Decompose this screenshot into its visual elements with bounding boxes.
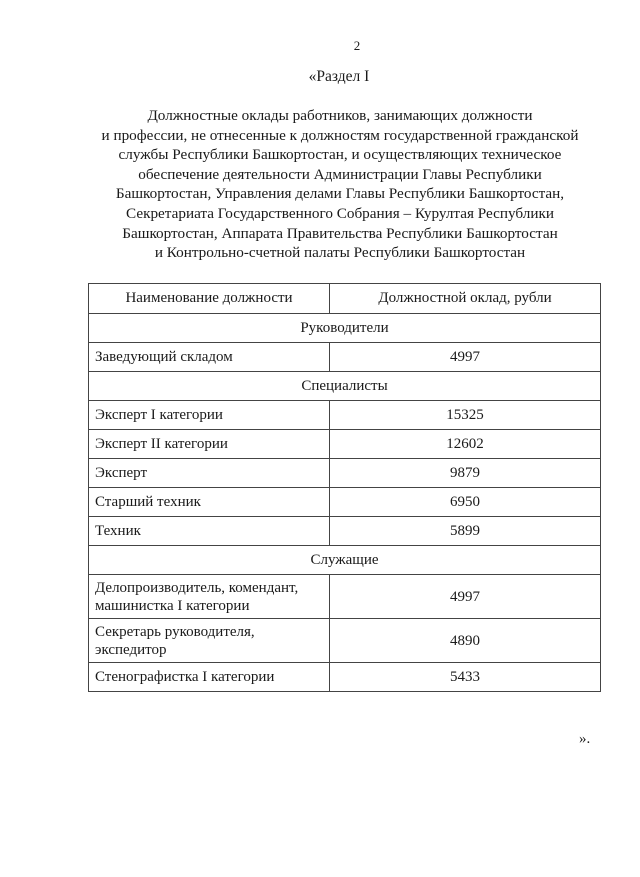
salary-cell: 5899 [330,517,601,546]
group-name: Специалисты [89,372,601,401]
title-line: Должностные оклады работников, занимающих должности [147,107,533,124]
table-row [89,343,601,372]
salary-cell: 12602 [330,430,601,459]
table-row [89,488,601,517]
table-header-row [89,284,601,314]
salary-cell: 4997 [330,343,601,372]
page-number: 2 [353,38,361,53]
table-row [89,401,601,430]
table-row [89,517,601,546]
title-line: и Контрольно-счетной палаты Республики Башкортостан [154,244,526,262]
salary-cell: 15325 [330,401,601,430]
table-row [89,619,601,663]
position-cell: Техник [89,517,330,546]
salary-cell: 4890 [330,619,601,663]
salary-cell: 5433 [330,663,601,692]
title-line: Башкортостан, Аппарата Правительства Республики Башкортостан [122,224,558,242]
title-line: и профессии, не отнесенные к должностям государственной гражданской [101,126,579,144]
position-cell: Эксперт I категории [89,401,330,430]
document-title [80,106,600,263]
column-header-position: Наименование должности [89,284,330,314]
group-row [89,546,601,575]
group-row [89,372,601,401]
group-row [89,314,601,343]
column-header-salary: Должностной оклад, рубли [330,284,601,314]
group-name: Служащие [89,546,601,575]
table-row [89,430,601,459]
title-line: Башкортостан, Управления делами Главы Республики Башкортостан, [115,185,565,203]
position-cell: Делопроизводитель, комендант, машинистка I категории [89,575,330,619]
table-row [89,459,601,488]
position-cell: Эксперт II категории [89,430,330,459]
title-line: обеспечение деятельности Администрации Главы Республики [138,165,542,183]
salary-cell: 6950 [330,488,601,517]
position-cell: Заведующий складом [89,343,330,372]
title-line: Секретариата Государственного Собрания – Курултая Республики [126,204,554,222]
salary-cell: 4997 [330,575,601,619]
closing-quote-mark: ». [579,731,591,747]
position-cell: Старший техник [89,488,330,517]
table-row [89,575,601,619]
position-cell: Секретарь руководителя, экспедитор [89,619,330,663]
position-cell: Эксперт [89,459,330,488]
salary-cell: 9879 [330,459,601,488]
group-name: Руководители [89,314,601,343]
salary-table [88,283,601,692]
table-row [89,663,601,692]
section-heading: «Раздел I [308,68,370,85]
position-cell: Стенографистка I категории [89,663,330,692]
title-line: службы Республики Башкортостан, и осуществляющих техническое [118,146,562,164]
